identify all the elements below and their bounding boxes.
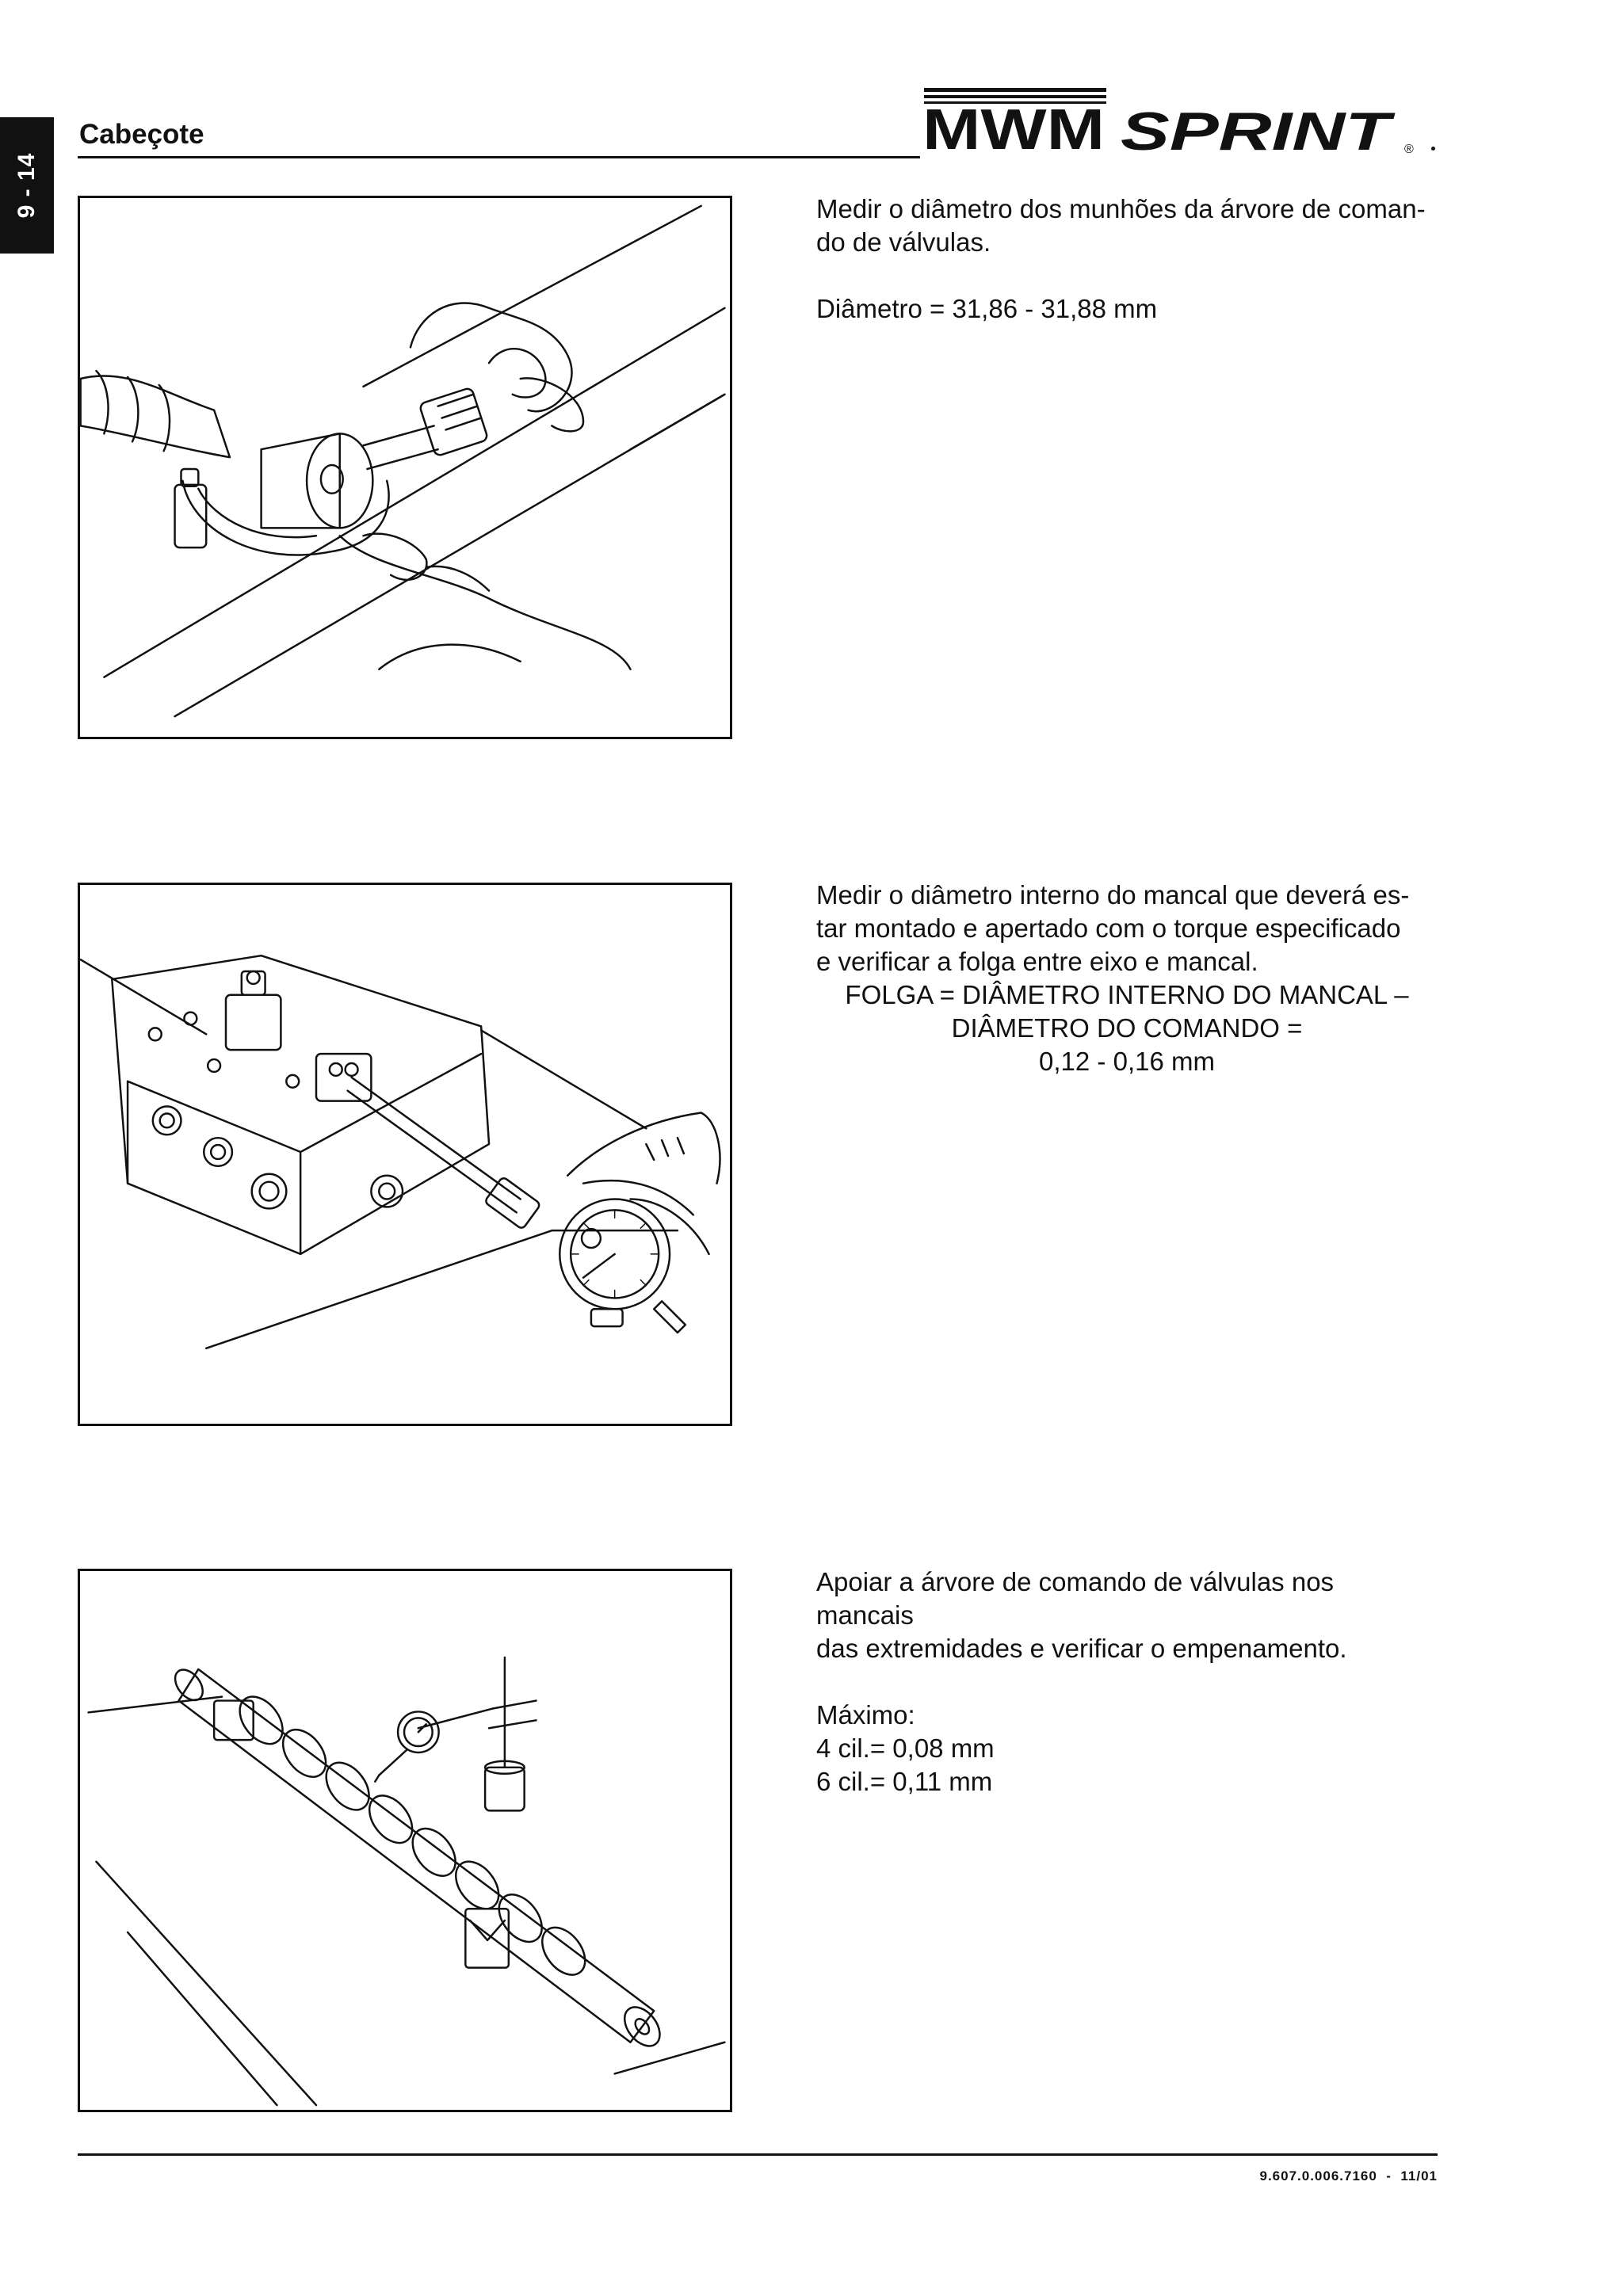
- page-number: 9 - 14: [13, 152, 40, 219]
- step-1-text: [816, 193, 1438, 326]
- camshaft-runout-dial-indicator-illustration: [78, 1569, 732, 2112]
- logo-mwm: MWM: [922, 98, 1105, 158]
- step-1-spec: Diâmetro = 31,86 - 31,88 mm: [816, 294, 1158, 323]
- step-3-max-label: Máximo:: [816, 1700, 915, 1730]
- step-3-line-2: das extremidades e verificar o empenamento.: [816, 1634, 1347, 1663]
- step-3-text: [816, 1566, 1438, 1798]
- step-2-line-1: Medir o diâmetro interno do mancal que deverá es-: [816, 880, 1410, 910]
- page-number-tab: [0, 117, 54, 254]
- mwm-sprint-logo: [921, 83, 1428, 158]
- step-2-line-2: tar montado e apertado com o torque especificado: [816, 913, 1401, 943]
- step-1-line-2: do de válvulas.: [816, 227, 991, 257]
- step-2-formula-1: FOLGA = DIÂMETRO INTERNO DO MANCAL –: [845, 980, 1409, 1009]
- footer-rule: [78, 2153, 1438, 2156]
- step-2-formula-3: 0,12 - 0,16 mm: [1039, 1047, 1215, 1076]
- step-3-line-1: Apoiar a árvore de comando de válvulas nos mancais: [816, 1567, 1335, 1630]
- step-2-formula-2: DIÂMETRO DO COMANDO =: [951, 1013, 1303, 1043]
- logo-sprint: SPRINT: [1121, 101, 1396, 158]
- step-1-line-1: Medir o diâmetro dos munhões da árvore de coman-: [816, 194, 1426, 223]
- step-2-text: [816, 879, 1438, 1078]
- bearing-bore-gauge-illustration: [78, 883, 732, 1426]
- step-3-limit-6cyl: 6 cil.= 0,11 mm: [816, 1767, 993, 1796]
- section-title: Cabeçote: [79, 119, 204, 150]
- step-2-line-3: e verificar a folga entre eixo e mancal.: [816, 947, 1258, 976]
- logo-registered-mark: ®: [1404, 143, 1414, 156]
- step-3-limit-4cyl: 4 cil.= 0,08 mm: [816, 1733, 995, 1763]
- logo-dot: [1431, 147, 1435, 151]
- document-code: 9.607.0.006.7160 - 11/01: [1259, 2168, 1438, 2183]
- camshaft-journal-micrometer-illustration: [78, 196, 732, 739]
- header-rule: [78, 156, 920, 158]
